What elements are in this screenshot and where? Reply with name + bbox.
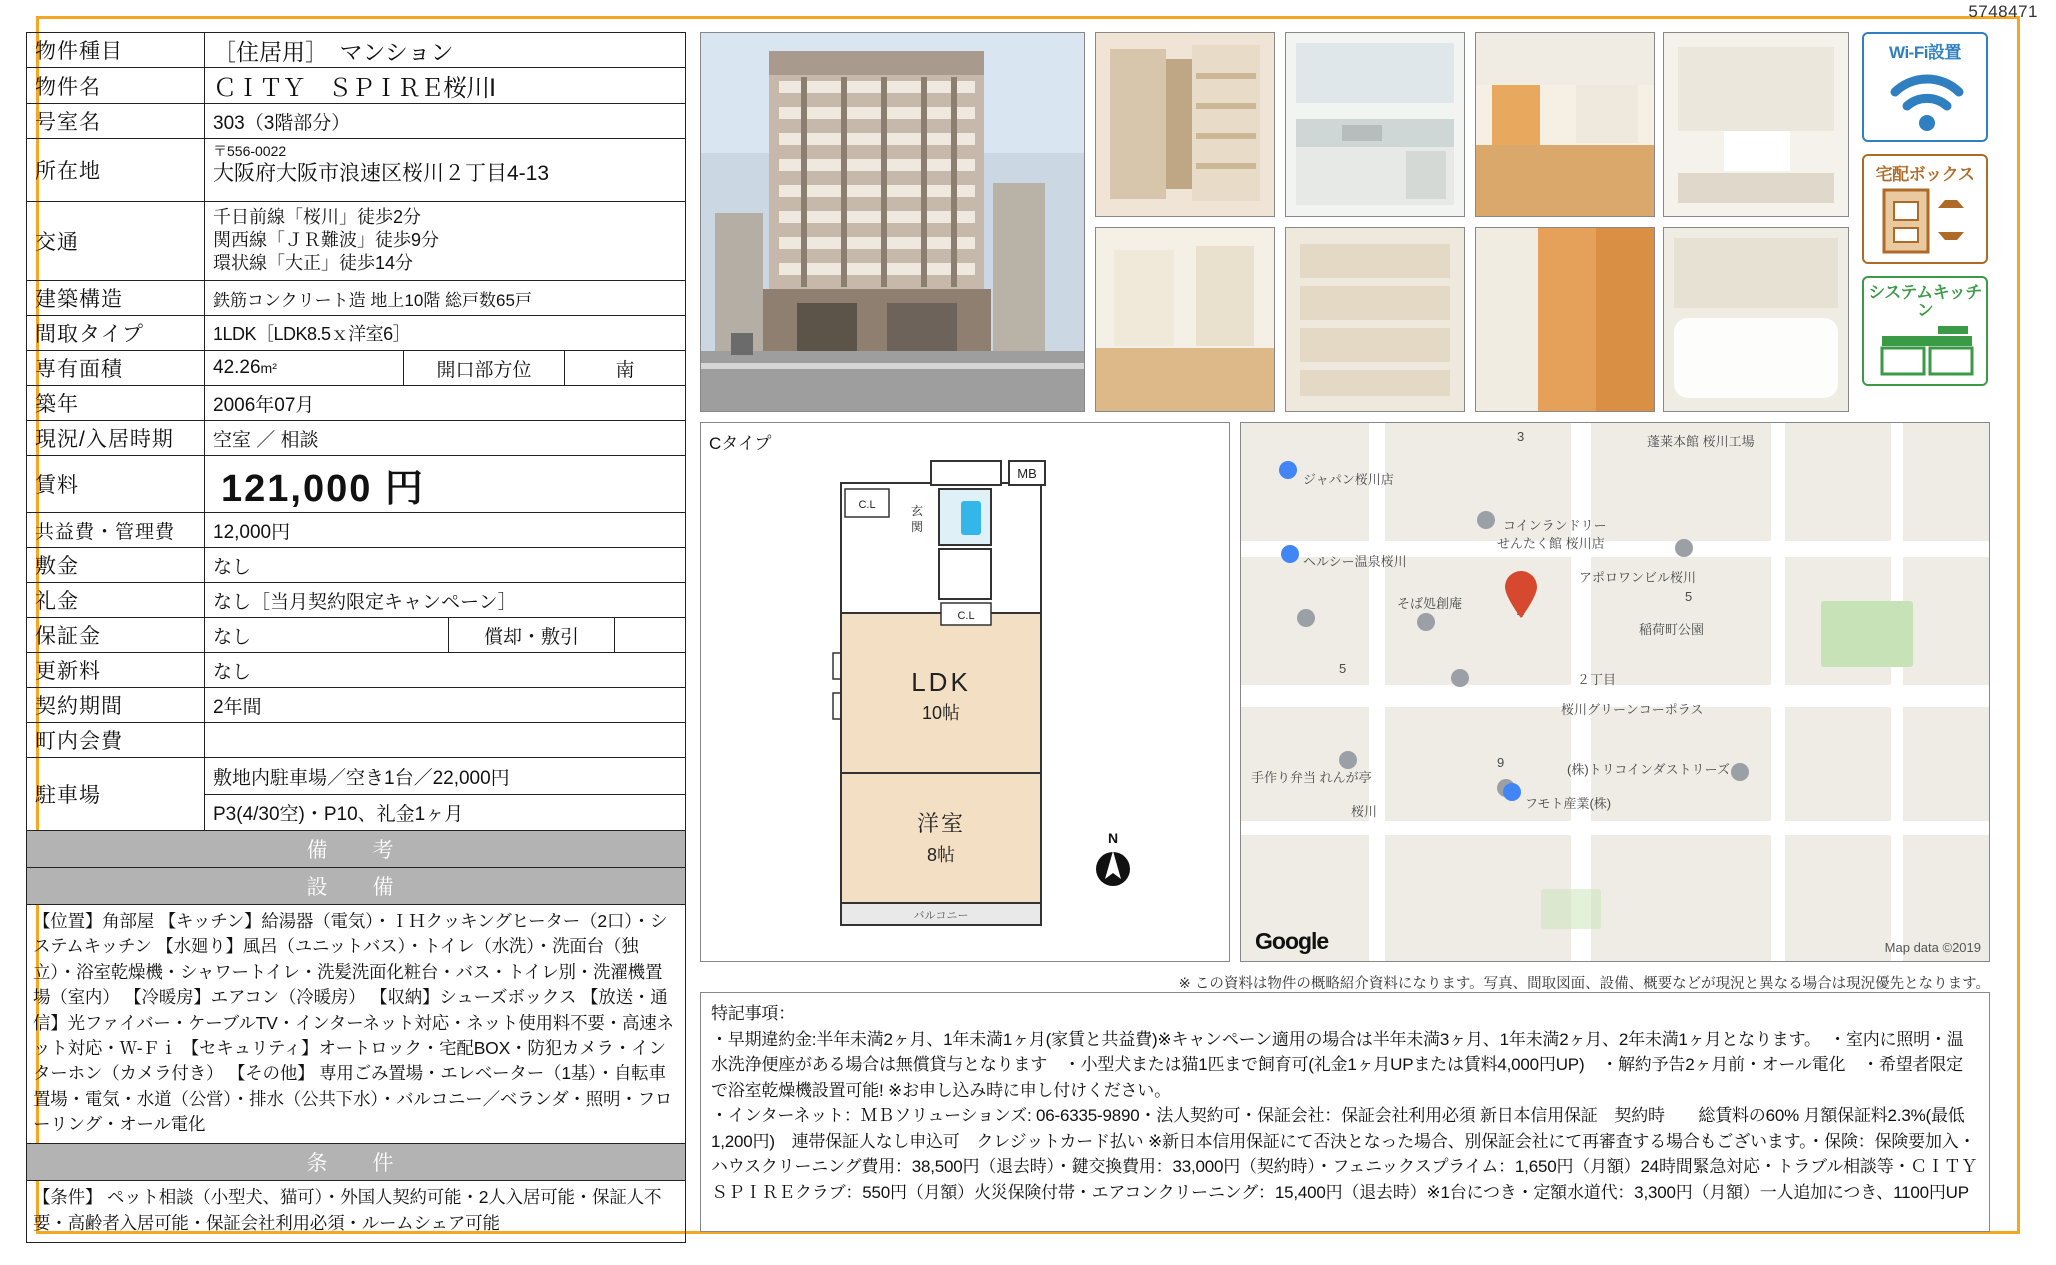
map-label: フモト産業(株): [1525, 796, 1612, 811]
row-value: [205, 723, 685, 757]
map-attribution: Map data ©2019: [1884, 940, 1981, 955]
map-pin-poi[interactable]: [1477, 511, 1497, 537]
row-label: 所在地: [27, 139, 205, 201]
parking-line: 敷地内駐車場／空き1台／22,000円: [205, 758, 685, 795]
svg-text:玄: 玄: [910, 504, 924, 518]
map-label: 桜川グリーンコーポラス: [1561, 702, 1704, 717]
table-row: [27, 202, 685, 281]
row-value: [205, 202, 685, 280]
table-row: [27, 281, 685, 316]
table-row: [27, 513, 685, 548]
transit-line: 関西線「ＪＲ難波」徒歩9分: [213, 230, 440, 251]
row-label: 現況/入居時期: [27, 421, 205, 455]
table-row: [27, 139, 685, 202]
deposit-value: なし: [213, 626, 252, 648]
svg-text:関: 関: [910, 520, 924, 534]
row-label: 駐車場: [27, 758, 205, 830]
map-label: せんたく館 桜川店: [1497, 536, 1605, 551]
conditions-title: 条 件: [27, 1144, 685, 1181]
row-value: ＣＩＴＹ ＳＰＩＲＥ桜川Ⅰ: [213, 75, 496, 102]
svg-text:C.L: C.L: [858, 499, 876, 511]
document-id: 5748471: [1968, 2, 2038, 21]
table-row: [27, 421, 685, 456]
badge-label: システムキッチン: [1868, 283, 1982, 320]
map-label: 5: [1685, 589, 1693, 604]
thumbnail-photo[interactable]: [1475, 227, 1655, 412]
map-label: 蓬莱本館 桜川工場: [1647, 434, 1755, 449]
row-label: 専有面積: [27, 351, 205, 385]
property-spec-table: [26, 32, 686, 1243]
area-unit: m²: [260, 360, 277, 376]
row-value: 12,000円: [213, 521, 291, 543]
map-pin-poi[interactable]: [1339, 751, 1359, 777]
map-pin-poi[interactable]: [1731, 763, 1751, 789]
thumbnail-photo[interactable]: [1663, 227, 1849, 412]
table-row: [27, 688, 685, 723]
badge-delivery-box: [1862, 154, 1988, 264]
row-value: 空室 ／ 相談: [213, 429, 319, 451]
map-pin-poi[interactable]: [1297, 609, 1317, 635]
map-pin-property[interactable]: [1503, 571, 1539, 619]
row-value: 2006年07月: [213, 394, 315, 416]
row-label: 号室名: [27, 104, 205, 138]
map-label: 3: [1517, 429, 1525, 444]
map-label: そば処創庵: [1397, 596, 1463, 611]
map-label: ヘルシー温泉桜川: [1303, 554, 1407, 569]
row-label: 共益費・管理費: [27, 513, 205, 547]
row-label: 更新料: [27, 653, 205, 687]
row-value: 1LDK［LDK8.5ｘ洋室6］: [213, 324, 411, 344]
table-row: [27, 618, 685, 653]
google-watermark: Google: [1255, 928, 1329, 954]
table-row: [27, 653, 685, 688]
row-value: 2年間: [213, 696, 262, 718]
row-label: 間取タイプ: [27, 316, 205, 350]
row-label: 賃料: [27, 456, 205, 512]
transit-line: 環状線「大正」徒歩14分: [213, 253, 414, 274]
feature-badges: [1862, 32, 1988, 398]
notes-line: ・インターネット：ＭＢソリューションズ: 06-6335-9890・法人契約可・保証会社：保証会社利用必須 新日本信用保証 契約時 総賃料の60% 月額保証料2.3%(最低1,200円) 連帯保証人なし申込可 クレジットカード払い ※新日本信用保証にて否決となった場合、別保証会社にて再審査する場合もございます。・保険：保険要加入・ハウスクリーニング費用：38,500円（退去時）・鍵交換費用：33,000円（契約時）・フェニックスプライム：1,650円（月額）24時間緊急対応・トラブル相談等・ＣＩＴＹ ＳＰＩＲＥクラブ：550円（月額）火災保険付帯・エアコンクリーニング：15,400円（退去時）※1台につき・定額水道代：3,300円（月額）一人追加につき、1100円UP: [711, 1106, 1978, 1202]
svg-text:N: N: [1107, 831, 1119, 846]
row-label: 保証金: [27, 618, 205, 652]
table-row: [27, 723, 685, 758]
map-pin-poi[interactable]: [1451, 669, 1471, 695]
row-value: [205, 456, 685, 512]
map-label: 稲荷町公園: [1639, 622, 1705, 637]
address-text: 大阪府大阪市浪速区桜川２丁目4-13: [213, 161, 550, 185]
parking-line: P3(4/30空)・P10、礼金1ヶ月: [213, 804, 464, 825]
row-value: [205, 139, 685, 201]
badge-wifi: [1862, 32, 1988, 142]
row-value: 鉄筋コンクリート造 地上10階 総戸数65戸: [213, 290, 532, 310]
row-value: なし: [213, 661, 252, 683]
table-row-rent: [27, 456, 685, 513]
delivery-box-icon: [1878, 182, 1976, 260]
map-pin-poi[interactable]: [1675, 539, 1695, 565]
svg-text:LDK: LDK: [911, 667, 971, 697]
thumbnail-photo[interactable]: [1475, 32, 1655, 217]
row-label: 物件種目: [27, 33, 205, 67]
row-label: 物件名: [27, 68, 205, 103]
amortization-value: [614, 618, 685, 652]
floorplan-drawing: [821, 453, 1121, 933]
svg-text:バルコニー: バルコニー: [913, 910, 969, 922]
map-pin-poi[interactable]: [1279, 461, 1299, 487]
map-label: 手作り弁当 れんが亭: [1251, 770, 1372, 785]
svg-text:MB: MB: [1017, 466, 1037, 481]
notes-title: 特記事項：: [711, 1004, 795, 1023]
row-label: 敷金: [27, 548, 205, 582]
row-label: 建築構造: [27, 281, 205, 315]
map-label: 9: [1497, 755, 1505, 770]
map-pin-poi[interactable]: [1281, 545, 1301, 571]
map-label: 5: [1339, 661, 1347, 676]
thumbnail-photo[interactable]: [1095, 32, 1275, 217]
facing-value: 南: [615, 359, 635, 381]
svg-text:C.L: C.L: [957, 610, 975, 622]
map-label: アポロワンビル桜川: [1579, 570, 1697, 585]
location-map[interactable]: [1240, 422, 1990, 962]
row-value: なし［当月契約限定キャンペーン］: [213, 591, 517, 613]
remarks-title: 備 考: [27, 831, 685, 868]
map-label: コインランドリー: [1503, 518, 1607, 533]
table-row: [27, 351, 685, 386]
svg-text:洋室: 洋室: [916, 811, 966, 836]
floorplan-panel: [700, 422, 1230, 962]
system-kitchen-icon: [1880, 326, 1974, 378]
badge-system-kitchen: [1862, 276, 1988, 386]
row-value: なし: [213, 556, 252, 578]
table-row: [27, 583, 685, 618]
conditions-text: 【条件】 ペット相談（小型犬、猫可）・外国人契約可能・2人入居可能・保証人不要・高齢者入居可能・保証会社利用必須・ルームシェア可能: [33, 1187, 662, 1233]
facing-label: 開口部方位: [403, 351, 565, 385]
table-row: [27, 104, 685, 139]
table-row-parking: [27, 758, 685, 831]
table-row: [27, 386, 685, 421]
table-row: [27, 68, 685, 104]
svg-text:10帖: 10帖: [921, 703, 961, 723]
compass-icon: [1091, 831, 1135, 896]
area-number: 42.26: [213, 357, 261, 378]
transit-line: 千日前線「桜川」徒歩2分: [213, 207, 422, 227]
thumbnail-photo[interactable]: [1285, 32, 1465, 217]
special-notes: [700, 992, 1990, 1232]
svg-text:8帖: 8帖: [926, 845, 956, 865]
rent-amount: 121,000 円: [221, 467, 425, 510]
notes-line: ・早期違約金:半年未満2ヶ月、1年未満1ヶ月(家賃と共益費)※キャンペーン適用の場合は半年未満3ヶ月、1年未満2ヶ月、2年未満1ヶ月となります。 ・室内に照明・温水洗浄便座がある場合は無償貸与となります ・小型犬または猫1匹まで飼育可(礼金1ヶ月UPまたは賃料4,000円UP) ・解約予告2ヶ月前・オール電化 ・希望者限定で浴室乾燥機設置可能! ※お申し込み時に申し付けください。: [711, 1029, 1964, 1100]
amortization-label: 償却・敷引: [448, 618, 614, 652]
map-disclaimer: ※ この資料は物件の概略紹介資料になります。写真、間取図面、設備、概要などが現況と異なる場合は現況優先となります。: [1178, 976, 1990, 992]
thumbnail-photo[interactable]: [1095, 227, 1275, 412]
row-label: 契約期間: [27, 688, 205, 722]
equipment-title: 設 備: [27, 868, 685, 905]
map-label: 桜川: [1351, 804, 1378, 819]
row-value: ［住居用］ マンション: [213, 38, 454, 65]
main-photo-exterior[interactable]: [700, 32, 1085, 412]
map-pin-poi[interactable]: [1417, 613, 1437, 639]
table-row: [27, 548, 685, 583]
map-label: (株)トリコインダストリーズ: [1567, 762, 1730, 777]
thumbnail-photo[interactable]: [1285, 227, 1465, 412]
equipment-text: 【位置】角部屋 【キッチン】給湯器（電気）・ＩＨクッキングヒーター（2口）・システムキッチン 【水廻り】風呂（ユニットバス）・トイレ（水洗）・洗面台（独立）・浴室乾燥機・シャワートイレ・洗髪洗面化粧台・バス・トイレ別・洗濯機置場（室内） 【冷暖房】エアコン（冷暖房） 【収納】シューズボックス 【放送・通信】光ファイバー・ケーブルTV・インターネット対応・ネット使用料不要・高速ネット対応・Ｗ-Ｆｉ 【セキュリティ】オートロック・宅配BOX・防犯カメラ・インターホン（カメラ付き） 【その他】 専用ごみ置場・エレベーター（1基）・自転車置場・電気・水道（公営）・排水（公共下水）・バルコニー／ベランダ・照明・フローリング・オール電化: [27, 905, 685, 1144]
border-right: [2017, 16, 2020, 1234]
row-label: 町内会費: [27, 723, 205, 757]
thumbnail-photo[interactable]: [1663, 32, 1849, 217]
map-label: ジャパン桜川店: [1303, 472, 1394, 487]
row-value: 303（3階部分）: [213, 112, 351, 134]
badge-label: Wi-Fi設置: [1889, 43, 1961, 62]
badge-label: 宅配ボックス: [1875, 165, 1975, 184]
area-value: [205, 351, 403, 385]
row-label: 築年: [27, 386, 205, 420]
table-row: [27, 33, 685, 68]
map-pin-poi[interactable]: [1503, 783, 1523, 809]
row-label: 交通: [27, 202, 205, 280]
table-row: [27, 316, 685, 351]
floorplan-type-label: Cタイプ: [709, 434, 772, 453]
wifi-icon: [1887, 62, 1967, 136]
row-label: 礼金: [27, 583, 205, 617]
photo-column-right: [1663, 32, 1849, 412]
postal-code: 〒556-0022: [213, 143, 287, 159]
map-label: ２丁目: [1577, 672, 1617, 687]
border-top: [36, 16, 2020, 19]
